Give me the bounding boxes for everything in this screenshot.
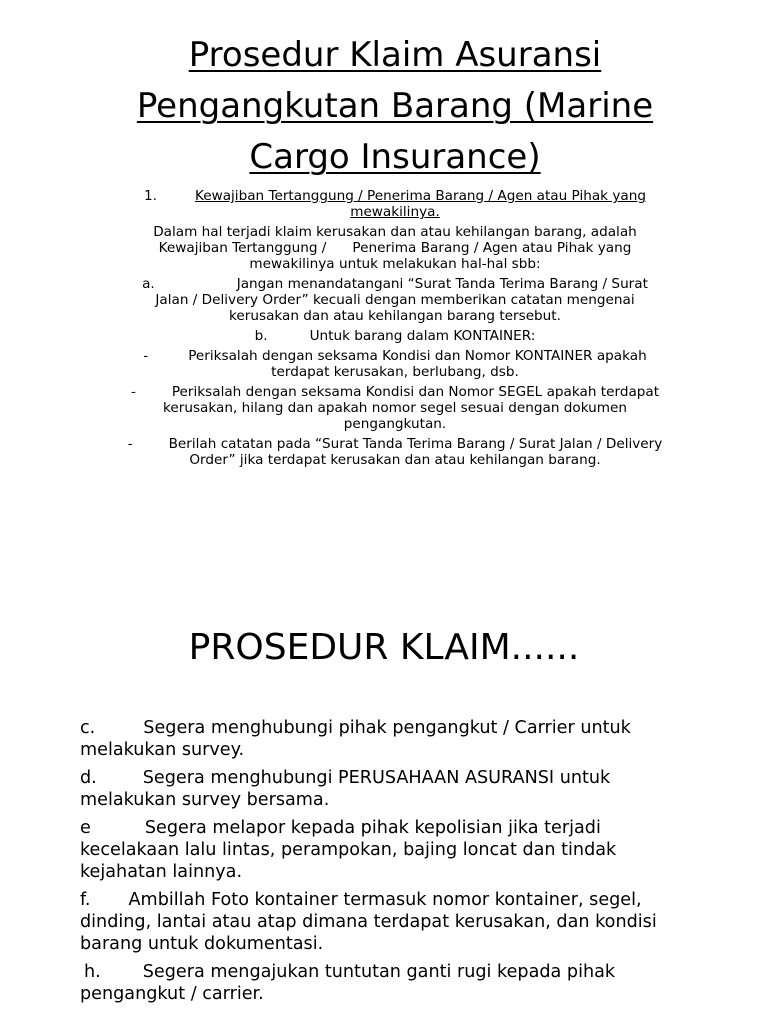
- item-e-marker: e: [80, 818, 91, 838]
- intro-paragraph: [125, 224, 665, 272]
- item-a: [125, 276, 665, 324]
- intro-text-part-1: Dalam hal terjadi klaim kerusakan dan atau kehilangan barang, adalah Kewajiban Tertanggung /: [153, 224, 637, 256]
- container-check-text: Periksalah dengan seksama Kondisi dan Nomor KONTAINER apakah terdapat kerusakan, berlubang, dsb.: [188, 348, 647, 380]
- slide-2-body: [80, 717, 700, 1011]
- item-e-text: Segera melapor kepada pihak kepolisian jika terjadi kecelakaan lalu lintas, perampokan, bajing loncat dan tindak kejahatan lainnya.: [80, 818, 617, 882]
- item-f-text: Ambillah Foto kontainer termasuk nomor kontainer, segel, dinding, lantai atau atap dimana terdapat kerusakan, dan kondisi barang untuk dokumentasi.: [80, 890, 657, 954]
- note-text: Berilah catatan pada “Surat Tanda Terima Barang / Surat Jalan / Delivery Order” jika terdapat kerusakan dan atau kehilangan barang.: [168, 436, 663, 468]
- item-1-number: 1.: [144, 188, 157, 204]
- item-d-marker: d.: [80, 768, 97, 788]
- item-a-text: Jangan menandatangani “Surat Tanda Terima Barang / Surat Jalan / Delivery Order” kecuali dengan memberikan catatan mengenai kerusakan dan atau kehilangan barang tersebut.: [155, 276, 648, 324]
- container-check-marker: -: [143, 348, 149, 364]
- item-e: [80, 817, 700, 883]
- item-h-marker: h.: [84, 962, 101, 982]
- item-b-marker: b.: [254, 328, 268, 344]
- item-f: [80, 889, 700, 955]
- item-c-text: Segera menghubungi pihak pengangkut / Carrier untuk melakukan survey.: [80, 718, 631, 760]
- slide-1-title: Prosedur Klaim Asuransi Pengangkutan Barang (Marine Cargo Insurance): [136, 35, 654, 177]
- item-c-marker: c.: [80, 718, 96, 738]
- seal-check-item: [125, 384, 665, 432]
- item-1: [125, 188, 665, 220]
- item-a-marker: a.: [142, 276, 155, 292]
- item-h-text: Segera mengajukan tuntutan ganti rugi kepada pihak pengangkut / carrier.: [80, 962, 616, 1004]
- item-f-marker: f.: [80, 890, 91, 910]
- slide-1-body: [125, 188, 665, 472]
- container-check-item: [125, 348, 665, 380]
- seal-check-marker: -: [130, 384, 136, 400]
- intro-text-part-2: Penerima Barang / Agen atau Pihak yang mewakilinya untuk melakukan hal-hal sbb:: [249, 240, 632, 272]
- note-marker: -: [127, 436, 133, 452]
- item-c: [80, 717, 700, 761]
- item-h: [80, 961, 700, 1005]
- item-b-text: Untuk barang dalam KONTAINER:: [309, 328, 536, 344]
- slide-2-title: PROSEDUR KLAIM......: [188, 627, 580, 668]
- slide-2: [0, 580, 768, 1024]
- item-d: [80, 767, 700, 811]
- item-1-text: Kewajiban Tertanggung / Penerima Barang / Agen atau Pihak yang mewakilinya.: [194, 188, 646, 220]
- item-d-text: Segera menghubungi PERUSAHAAN ASURANSI untuk melakukan survey bersama.: [80, 768, 611, 810]
- item-b: [125, 328, 665, 344]
- note-item: [125, 436, 665, 468]
- seal-check-text: Periksalah dengan seksama Kondisi dan Nomor SEGEL apakah terdapat kerusakan, hilang dan apakah nomor segel sesuai dengan dokumen pengangkutan.: [163, 384, 660, 432]
